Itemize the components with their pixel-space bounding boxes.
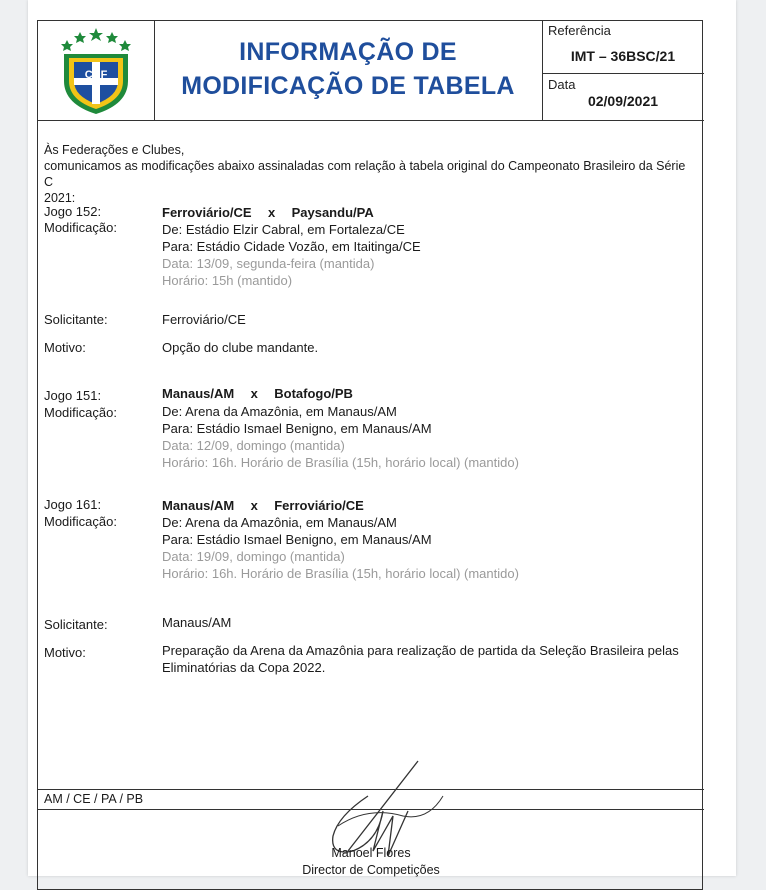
game-161-mod-label: Modificação: <box>44 514 117 529</box>
signer-role: Director de Competições <box>302 863 440 877</box>
game-152-date: Data: 13/09, segunda-feira (mantida) <box>162 256 375 271</box>
game-152-mod-label: Modificação: <box>44 220 117 235</box>
solicitante-1-label: Solicitante: <box>44 312 108 327</box>
motivo-2-label: Motivo: <box>44 645 86 660</box>
game-161-teams <box>162 498 698 514</box>
intro-line-1: Às Federações e Clubes, <box>44 143 185 157</box>
game-152-teams <box>162 205 698 221</box>
game-151-label: Jogo 151: <box>44 388 102 403</box>
game-151-teams <box>162 386 698 402</box>
logo-text: CBF <box>84 69 108 81</box>
motivo-2-line-2: Eliminatórias da Copa 2022. <box>162 660 326 675</box>
away-team: Paysandu/PA <box>291 205 374 220</box>
versus: x <box>250 386 258 401</box>
home-team: Ferroviário/CE <box>162 205 252 220</box>
away-team: Botafogo/PB <box>274 386 353 401</box>
versus: x <box>250 498 258 513</box>
reference-box <box>542 21 704 74</box>
motivo-1-label: Motivo: <box>44 340 86 355</box>
game-151-time: Horário: 16h. Horário de Brasília (15h, horário local) (mantido) <box>162 455 519 470</box>
date-label: Data <box>548 77 576 92</box>
game-151-mod-label: Modificação: <box>44 405 117 420</box>
game-161-time: Horário: 16h. Horário de Brasília (15h, horário local) (mantido) <box>162 566 519 581</box>
game-152-from: De: Estádio Elzir Cabral, em Fortaleza/CE <box>162 222 405 237</box>
document-frame <box>37 20 703 890</box>
versus: x <box>267 205 276 220</box>
home-team: Manaus/AM <box>162 386 235 401</box>
game-152-to: Para: Estádio Cidade Vozão, em Itaitinga/CE <box>162 239 421 254</box>
intro-line-2: comunicamos as modificações abaixo assinaladas com relação à tabela original do Campeonato Brasileiro da Série C <box>44 159 686 189</box>
game-161-to: Para: Estádio Ismael Benigno, em Manaus/AM <box>162 532 432 547</box>
cbf-logo <box>56 26 136 116</box>
game-161-label: Jogo 161: <box>44 497 102 512</box>
reference-cell <box>542 21 704 120</box>
title-line-2: MODIFICAÇÃO DE TABELA <box>181 72 515 100</box>
game-151-date: Data: 12/09, domingo (mantida) <box>162 438 345 453</box>
away-team: Ferroviário/CE <box>274 498 364 513</box>
states-list: AM / CE / PA / PB <box>44 792 144 806</box>
signer-name: Manoel Flores <box>331 846 411 860</box>
document-header <box>38 21 704 121</box>
reference-value: IMT – 36BSC/21 <box>570 48 676 64</box>
game-151-from: De: Arena da Amazônia, em Manaus/AM <box>162 404 397 419</box>
document-title <box>154 35 542 103</box>
title-line-1: INFORMAÇÃO DE <box>239 38 457 66</box>
game-161-date: Data: 19/09, domingo (mantida) <box>162 549 345 564</box>
intro-line-3: 2021: <box>44 191 76 205</box>
date-value: 02/09/2021 <box>587 93 659 109</box>
solicitante-2-label: Solicitante: <box>44 617 108 632</box>
reference-label: Referência <box>548 23 611 38</box>
title-cell <box>154 21 543 120</box>
game-151-to: Para: Estádio Ismael Benigno, em Manaus/AM <box>162 421 432 436</box>
stars-icon <box>61 28 131 51</box>
solicitante-2-value: Manaus/AM <box>162 615 232 630</box>
motivo-1-value: Opção do clube mandante. <box>162 340 319 355</box>
home-team: Manaus/AM <box>162 498 235 513</box>
motivo-2-line-1: Preparação da Arena da Amazônia para realização de partida da Seleção Brasileira pelas <box>162 643 679 658</box>
solicitante-1-value: Ferroviário/CE <box>162 312 246 327</box>
game-152-label: Jogo 152: <box>44 204 102 219</box>
logo-cell <box>38 21 155 120</box>
game-161-from: De: Arena da Amazônia, em Manaus/AM <box>162 515 397 530</box>
game-152-time: Horário: 15h (mantido) <box>162 273 293 288</box>
intro-text <box>44 142 694 206</box>
